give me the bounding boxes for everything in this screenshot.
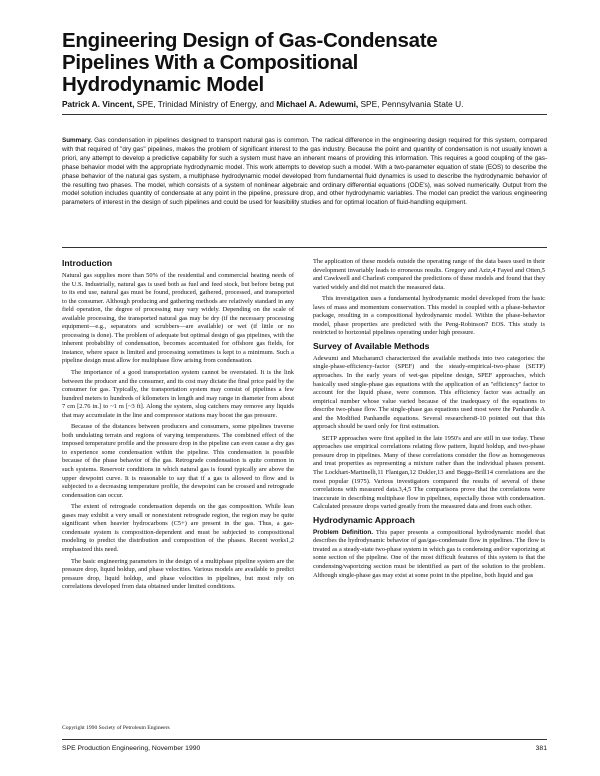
paragraph: This investigation uses a fundamental hydrodynamic model developed from the basic laws of mass and momentum conservation. This model is coupled with a phase-behavior package, resulting in a compositional hydrodynamic model. Within the phase-behavior model, phase properties are predicted with the Peng-Robinson7 EOS. This study is restricted to horizontal pipelines operating under high pressure. (313, 295, 545, 337)
summary-label: Summary. (62, 137, 92, 144)
paragraph: Adewumi and Mucharam3 characterized the available methods into two categories: the single-phase-efficiency-factor (SPEF) and the steady-empirical-two-phase (SETP) approaches. In the early years of wet-gas pipeline design, SPEF approaches, which basically used single-phase gas equations with the application of an "efficiency" factor to account for the liquid phase, were common. This efficiency factor was actually an empirical number whose value varied because of the inadequacy of the equations to describe two-phase flow. The single-phase gas equations used most were the Panhandle A and the Modified Panhandle equations. Several researchers8-10 pointed out that this approach should be used only for first estimation. (313, 354, 545, 431)
journal-name: SPE Production Engineering, November 1990 (62, 745, 201, 752)
paragraph: Natural gas supplies more than 50% of the residential and commercial heating needs of the U.S. Industrially, natural gas is used both as fuel and feed stock, but before being put to its end use, natural gas must be found, produced, gathered, processed, and transported to the consumer. Although producing and gathering methods are relatively standard in any field operation, the degree of processing may vary widely. Depending on the scale of available processing, the transported natural gas may be dry (if the necessary processing equipment—e.g., separators and scrubbers—are available) or wet (if little or no processing is done). The problem of adequate but optimal design of gas pipelines, with the inherent probability of condensation, becomes accentuated for offshore gas fields, for instance, where space is limited and processing sometimes is kept to a minimum. Such a pipeline design must allow for multiphase flow arising from condensation. (62, 272, 294, 365)
copyright-notice: Copyright 1990 Society of Petroleum Engineers (62, 725, 170, 731)
author-affiliation: SPE, Trinidad Ministry of Energy, and (134, 99, 277, 109)
paragraph: Because of the distances between producers and consumers, some pipelines traverse both undulating terrain and regions of varying temperatures. The combined effect of the imposed temperature profile and the pressure drop in the pipeline can even cause a dry gas to experience some condensation within the pipeline. This condensation is possible because of the phase behavior of the gas. Retrograde condensation is quite common in such systems. Reservoir conditions in which natural gas is found typically are above the upper dewpoint curve. It is reasonable to say that if a gas is allowed to flow and is subjected to a decreasing temperature profile, the dewpoint can be crossed and retrograde condensation can occur. (62, 423, 294, 499)
author-line (62, 99, 562, 110)
title-line: Hydrodynamic Model (62, 73, 264, 96)
summary-block (62, 137, 547, 208)
divider (62, 247, 547, 248)
paragraph: SETP approaches were first applied in the late 1950's and are still in use today. These approaches use empirical correlations relating flow pattern, liquid holdup, and two-phase pressure drop in pipelines. Many of these correlations consider the flow as homogeneous and treat properties as representing a mixture rather than the individual phases present. The Lockhart-Martinelli,11 Flanigan,12 Dukler,13 and Beggs-Brill14 correlations are the most popular (1975). Various investigators compared the results of several of these correlations with measured data.3,4,5 The comparisons prove that the correlations were inaccurate in describing multiphase flow in pipelines, especially those with condensation. Calculated pressure drops varied greatly from the measured data and from each other. (313, 434, 545, 511)
summary-text: Gas condensation in pipelines designed to transport natural gas is common. The radical difference in the engineering design required for this system, compared with that required of "dry gas" pipelines, makes the problem of significant interest to the gas industry. Because the point and quantity of condensation is not usually known a priori, any attempt to develop a predictive capability for such a system must have an inherent means of providing this information. This requires a good coupling of the gas-phase behavior model with the appropriate hydrodynamic model. This work attempts to develop such a model. With a two-parameter equation of state (EOS) to describe the phase behavior of the natural gas system, a multiphase hydrodynamic model developed from fundamental fluid dynamics is used to describe the hydrodynamic behavior of the resulting two phases. The model, which consists of a system of nonlinear algebraic and ordinary differential equations (ODE's), was solved numerically. Output from the model solution includes quantity of condensate at any point in the pipeline, pressure drop, and other hydrodynamic variables. The model can predict the various engineering parameters of interest in the design of such pipelines and could be used for feasibility studies and for optimal location of fluid-handling equipment. (62, 137, 547, 207)
divider (62, 739, 547, 740)
divider (62, 114, 547, 115)
paragraph-text: This paper presents a compositional hydrodynamic model that describes the hydrodynamic behavior of gas/gas-condensate flow in pipelines. The flow is treated as a steady-state two-phase system in which gas is condensing and/or vaporizing at some section of the pipeline. One of the most difficult features of this system is that the condensing/vaporizing section must be identified as part of the solution to the problem. Although single-phase gas may exist at some point in the pipeline, both liquid and gas (313, 528, 545, 579)
paragraph: The extent of retrograde condensation depends on the gas composition. While lean gases may exhibit a very small or nonexistent retrograde region, the region may be quite significant when heavier hydrocarbons (C5+) are present in the gas. Thus, a gas-condensate system is composition-dependent and must be subjected to compositional modeling to predict the distribution and composition of the phases. Recent works1,2 emphasized this need. (62, 503, 294, 553)
paragraph (313, 529, 545, 580)
title-line: Engineering Design of Gas-Condensate (62, 29, 438, 52)
section-heading: Hydrodynamic Approach (313, 514, 415, 525)
author-name: Patrick A. Vincent, (62, 99, 135, 109)
section-heading: Survey of Available Methods (313, 340, 430, 351)
section-heading: Introduction (62, 258, 113, 268)
paragraph: The application of these models outside the operating range of the data bases used in their development invariably leads to erroneous results. Gregory and Aziz,4 Fayed and Otten,5 and Cawkwell and Charles6 compared the predictions of these models and found that they varied widely and did not match the measured data. (313, 258, 545, 291)
paper-title (62, 30, 562, 96)
paragraph: The importance of a good transportation system cannot be overstated. It is the link between the producer and the consumer, and its cost may dictate the final price paid by the consumer for gas. Typically, the transportation system may consist of pipelines a few hundred meters to hundreds of kilometers in length and may range in diameter from about 7 cm [2.76 in.] to ~1 m [~3 ft]. Along the system, slug catchers may remove any liquids that may accumulate in the line and compressor stations may boost the gas pressure. (62, 369, 294, 419)
paragraph: The basic engineering parameters in the design of a multiphase pipeline system are the pressure drop, liquid holdup, and phase velocities. Various models are available to predict pressure drop, liquid holdup, and phase velocities in pipelines, but most rely on correlations developed from data obtained under limited conditions. (62, 557, 294, 591)
right-column (313, 258, 545, 583)
subsection-label: Problem Definition. (313, 528, 373, 536)
author-name: Michael A. Adewumi, (276, 99, 359, 109)
left-column (62, 258, 294, 595)
page-footer (62, 744, 547, 753)
page-number: 381 (535, 745, 547, 752)
title-line: Pipelines With a Compositional (62, 51, 359, 74)
author-affiliation: SPE, Pennsylvania State U. (358, 99, 464, 109)
